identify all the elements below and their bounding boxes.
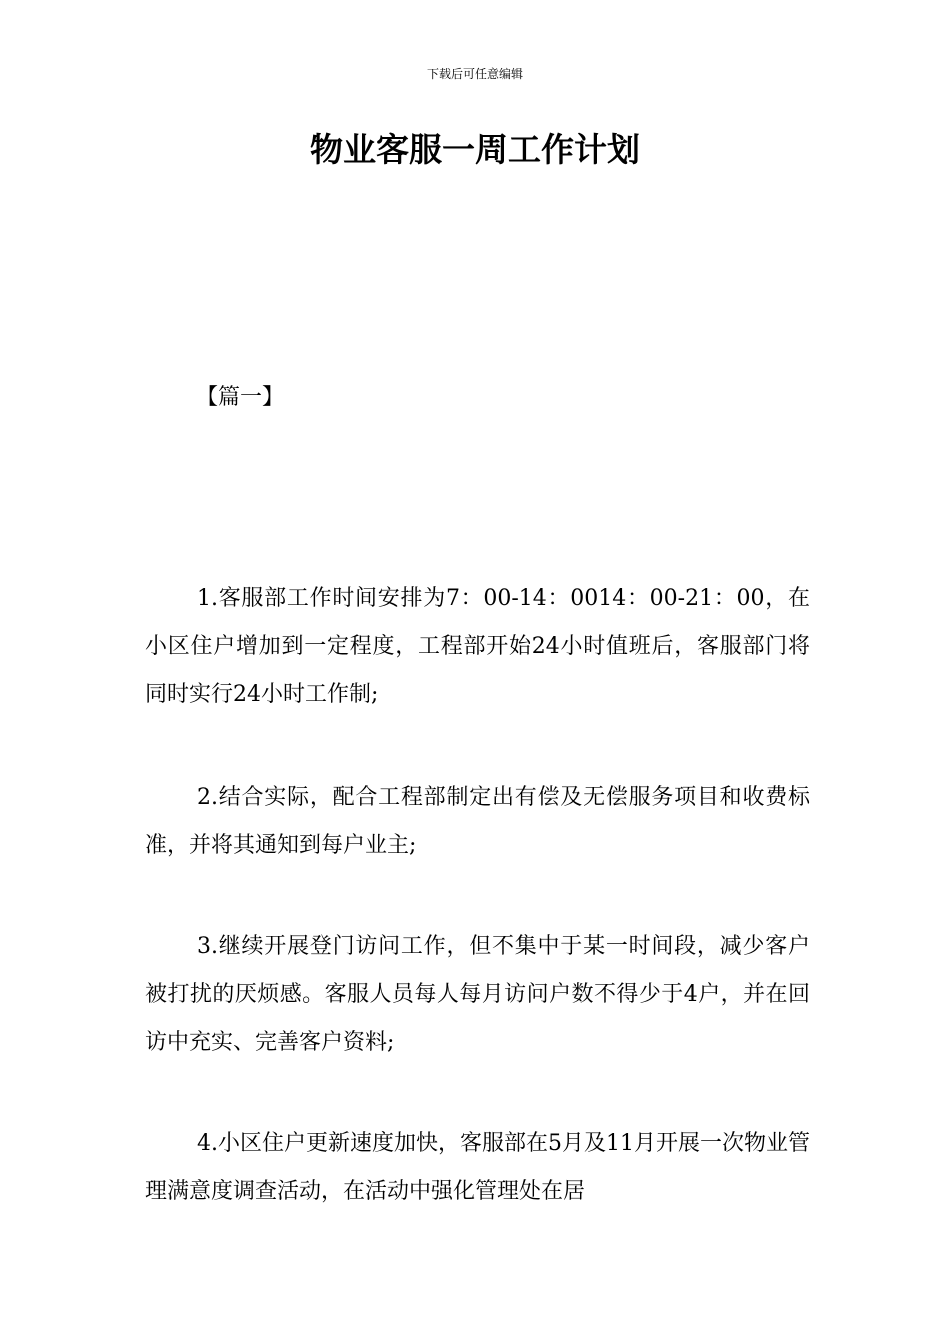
paragraph-3: 3.继续开展登门访问工作，但不集中于某一时间段，减少客户被打扰的厌烦感。客服人员每人每月访问户数不得少于4户，并在回访中充实、完善客户资料; xyxy=(145,934,810,1055)
paragraph-4: 4.小区住户更新速度加快，客服部在5月及11月开展一次物业管理满意度调查活动，在活动中强化管理处在居 xyxy=(145,1131,810,1204)
section-label: 【篇一】 xyxy=(196,385,285,410)
paragraph-1: 1.客服部工作时间安排为7：00-14：0014：00-21：00，在小区住户增加到一定程度，工程部开始24小时值班后，客服部门将同时实行24小时工作制; xyxy=(145,586,810,707)
header-note: 下载后可任意编辑 xyxy=(426,67,523,81)
document-title: 物业客服一周工作计划 xyxy=(310,130,640,169)
paragraph-2: 2.结合实际，配合工程部制定出有偿及无偿服务项目和收费标准，并将其通知到每户业主; xyxy=(145,785,810,858)
